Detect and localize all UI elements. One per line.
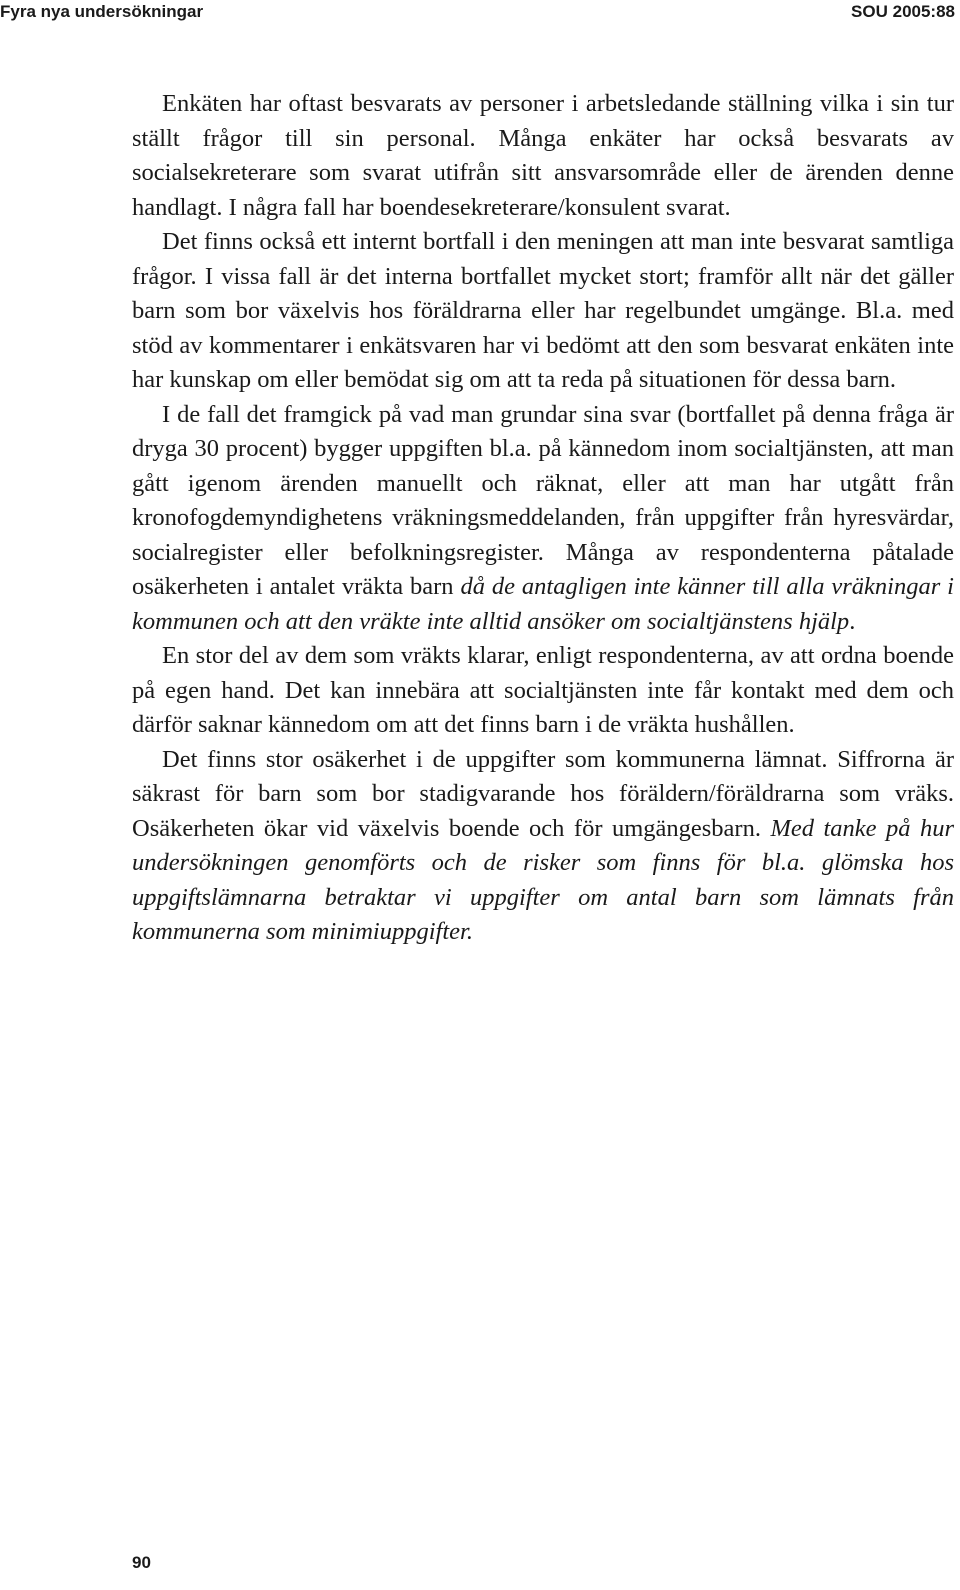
paragraph-3-text: I de fall det framgick på vad man grundar sina svar (bortfallet på denna fråga är dryga 30 procent) bygger uppgiften bl.a. på kännedom inom socialtjänsten, att man gått igenom ärenden manuellt och räknat, eller att man har utgått från kronofogdemyndighetens vräkningsmeddelanden, från uppgifter från hyresvärdar, socialregister eller befolkningsregister. Många av respondenterna påtalade osäkerheten i antalet vräkta barn — [132, 400, 954, 600]
paragraph-4 — [132, 639, 954, 743]
paragraph-1-text: Enkäten har oftast besvarats av personer i arbetsledande ställning vilka i sin tur ställt frågor till sin personal. Många enkäter har också besvarats av socialsekreterare som svarat utifrån sitt ansvarsområde eller de ärenden denne handlagt. I några fall har boendesekreterare/konsulent svarat. — [132, 90, 954, 221]
paragraph-5 — [132, 743, 954, 950]
report-id: SOU 2005:88 — [851, 2, 955, 21]
body-text — [132, 87, 954, 950]
section-title: Fyra nya undersökningar — [0, 2, 204, 21]
paragraph-3 — [132, 398, 954, 640]
paragraph-2 — [132, 225, 954, 398]
paragraph-3-end-text: . — [849, 607, 856, 635]
running-header — [0, 0, 960, 24]
paragraph-4-text: En stor del av dem som vräkts klarar, enligt respondenterna, av att ordna boende på egen hand. Det kan innebära att socialtjänsten inte får kontakt med dem och därför saknar kännedom om att det finns barn i de vräkta hushållen. — [132, 642, 954, 738]
paragraph-2-text: Det finns också ett internt bortfall i den meningen att man inte besvarat samtliga frågor. I vissa fall är det interna bortfallet mycket stort; framför allt när det gäller barn som bor växelvis hos föräldrarna eller har regelbundet umgänge. Bl.a. med stöd av kommentarer i enkätsvaren har vi bedömt att den som besvarat enkäten inte har kunskap om eller bemödat sig om att ta reda på situationen för dessa barn. — [132, 228, 954, 393]
paragraph-1 — [132, 87, 954, 225]
paragraph-5-text: Det finns stor osäkerhet i de uppgifter som kommunerna lämnat. Siffrorna är säkrast för barn som bor stadigvarande hos föräldern/föräldrarna som vräks. Osäkerheten ökar vid växelvis boende och för umgängesbarn. — [132, 745, 954, 842]
page-number: 90 — [132, 1553, 151, 1572]
paragraph-5-italic-text: Med tanke på hur undersökningen genomförts och de risker som finns för bl.a. glömska hos uppgiftslämnarna betraktar vi uppgifter om antal barn som lämnats från kommunerna som minimiuppgifter. — [132, 814, 954, 945]
paragraph-3-italic-text: då de antagligen inte känner till alla vräkningar i kommunen och att den vräkte inte alltid ansöker om socialtjänstens hjälp — [132, 573, 954, 635]
